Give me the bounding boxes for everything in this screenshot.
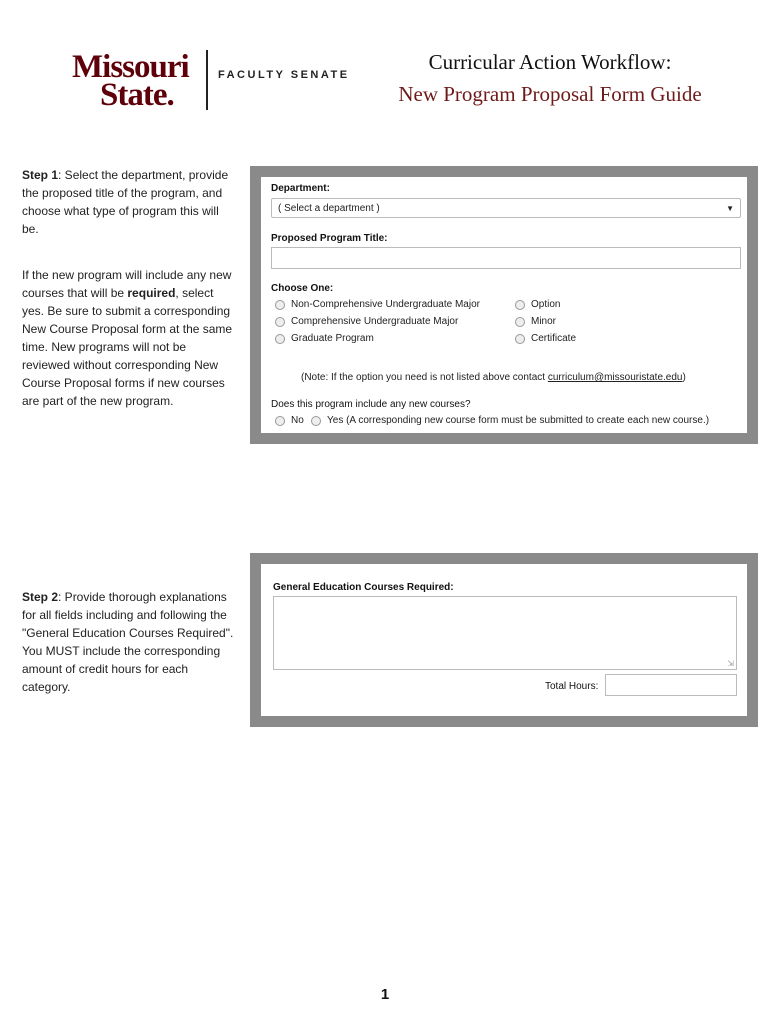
missouri-state-logo — [72, 50, 362, 112]
radio-circle-icon — [275, 334, 285, 344]
radio-minor[interactable] — [515, 316, 556, 327]
option-label: Minor — [531, 316, 557, 327]
radio-non-comprehensive-major[interactable] — [275, 299, 480, 310]
step1-note-bold: required — [127, 286, 176, 300]
form-panel-1 — [261, 177, 747, 433]
total-hours-input[interactable] — [605, 674, 737, 696]
radio-option[interactable] — [515, 299, 560, 310]
page-number: 1 — [380, 986, 390, 1003]
radio-circle-icon — [311, 416, 321, 426]
department-select[interactable] — [271, 198, 741, 218]
radio-circle-icon — [275, 300, 285, 310]
logo-divider — [206, 50, 208, 110]
new-courses-question: Does this program include any new courses? — [271, 399, 471, 410]
option-label: Option — [531, 299, 561, 310]
logo-state-text: State. — [100, 77, 174, 113]
step2-label: Step 2 — [22, 590, 59, 604]
step1-note-before: If the new program will include any new courses that will be — [22, 268, 232, 300]
step1-label: Step 1 — [22, 168, 59, 182]
radio-new-courses-no[interactable] — [275, 415, 304, 426]
step1-text: : Select the department, provide the proposed title of the program, and choose what type of program this will be. — [22, 168, 229, 236]
logo-faculty-senate: FACULTY SENATE — [218, 69, 350, 81]
logo-missouri-text: Missouri — [72, 49, 189, 85]
note-prefix: (Note: If the option you need is not listed above contact — [301, 372, 548, 383]
option-label: Graduate Program — [291, 333, 374, 344]
resize-handle-icon[interactable]: ⇲ — [727, 659, 734, 668]
option-label: Comprehensive Undergraduate Major — [291, 316, 459, 327]
total-hours-label: Total Hours: — [545, 681, 599, 692]
radio-comprehensive-major[interactable] — [275, 316, 458, 327]
radio-circle-icon — [515, 317, 525, 327]
form-screenshot-2 — [250, 553, 758, 727]
option-label: Certificate — [531, 333, 577, 344]
page-title: Curricular Action Workflow: — [428, 50, 672, 74]
step1-instructions — [22, 166, 237, 238]
answer-yes-label: Yes (A corresponding new course form must be submitted to create each new course.) — [327, 415, 710, 426]
form-panel-2 — [261, 564, 747, 716]
program-title-input[interactable] — [271, 247, 741, 269]
radio-certificate[interactable] — [515, 333, 576, 344]
step2-text: : Provide thorough explanations for all fields including and following the "General Education Courses Required". You MUST include the corresponding amount of credit hours for each category. — [22, 590, 234, 694]
gen-ed-label: General Education Courses Required: — [273, 582, 454, 593]
program-title-label: Proposed Program Title: — [271, 233, 388, 244]
step1-note — [22, 266, 237, 410]
department-select-value: ( Select a department ) — [278, 203, 380, 214]
radio-circle-icon — [515, 300, 525, 310]
answer-no-label: No — [291, 415, 304, 426]
radio-graduate-program[interactable] — [275, 333, 374, 344]
note-suffix: ) — [682, 372, 686, 383]
department-label: Department: — [271, 183, 330, 194]
step2-instructions — [22, 588, 237, 696]
gen-ed-textarea[interactable] — [273, 596, 737, 670]
choose-one-label: Choose One: — [271, 283, 334, 294]
option-label: Non-Comprehensive Undergraduate Major — [291, 299, 480, 310]
radio-new-courses-yes[interactable] — [311, 415, 709, 426]
form-screenshot-1 — [250, 166, 758, 444]
contact-note — [301, 372, 686, 383]
radio-circle-icon — [275, 416, 285, 426]
chevron-down-icon: ▼ — [726, 204, 734, 213]
curriculum-email-link[interactable]: curriculum@missouristate.edu — [547, 372, 683, 383]
step1-note-after: , select yes. Be sure to submit a corresponding New Course Proposal form at the same time. New programs will not be reviewed without corresponding New Course Proposal forms if new courses are part of the new program. — [22, 286, 233, 408]
radio-circle-icon — [515, 334, 525, 344]
page-subtitle: New Program Proposal Form Guide — [398, 82, 702, 106]
radio-circle-icon — [275, 317, 285, 327]
